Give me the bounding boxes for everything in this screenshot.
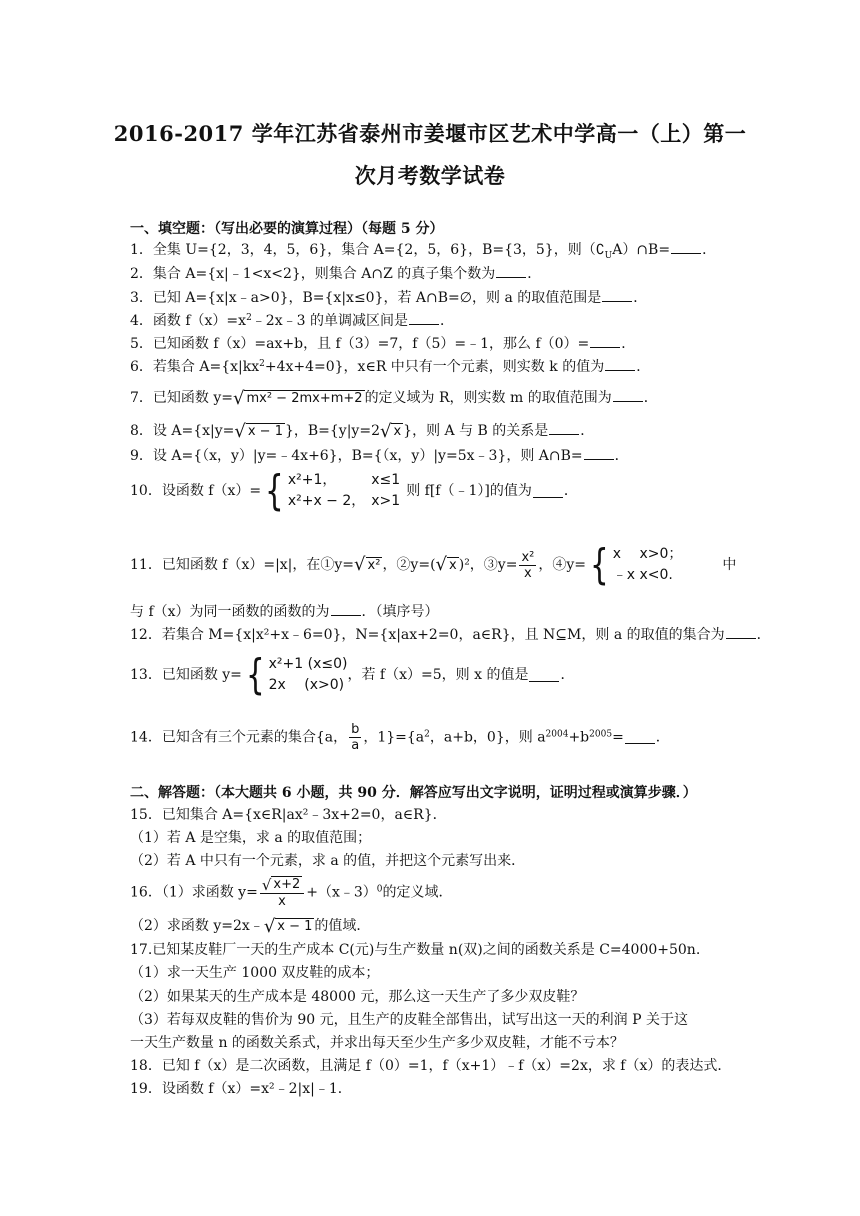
page-subtitle: 次月考数学试卷 bbox=[354, 163, 506, 188]
answer-blank bbox=[584, 447, 614, 460]
answer-blank bbox=[533, 485, 563, 498]
answer-blank bbox=[613, 389, 643, 402]
brace-symbol: { bbox=[265, 466, 284, 515]
question-7: 7．已知函数 y=√ mx² − 2mx+m+2 的定义域为 R，则实数 m 的取值范围为 ． bbox=[130, 388, 658, 409]
question-15-part-1: （1）若 A 是空集，求 a 的取值范围； bbox=[130, 830, 372, 846]
question-16-part-2: （2）求函数 y=2x﹣√ x − 1 的值域． bbox=[130, 916, 371, 937]
radical-sign: √ bbox=[379, 421, 392, 442]
answer-blank bbox=[409, 312, 439, 325]
answer-blank bbox=[549, 422, 579, 435]
piecewise-cases: x²+1， x≤1 x²+x − 2， x>1 bbox=[287, 472, 401, 509]
answer-blank bbox=[529, 669, 559, 682]
fraction: $\frac{b}{a}$ bbox=[351, 722, 360, 753]
radical-sign: √ bbox=[263, 916, 276, 937]
question-12: 12．若集合 M={x|x²+x﹣6=0}，N={x|ax+2=0，a∈R}，且 N⊆M，则 a 的取值的集合为 ． bbox=[130, 627, 771, 643]
answer-blank bbox=[605, 358, 635, 371]
question-15-part-2: （2）若 A 中只有一个元素，求 a 的值，并把这个元素写出来． bbox=[130, 853, 526, 869]
question-2: 2．集合 A={x|﹣1<x<2}，则集合 A∩Z 的真子集个数为 ． bbox=[130, 266, 542, 282]
question-17-part-3-continued: 一天生产数量 n 的函数关系式，并求出每天至少生产多少双皮鞋，才能不亏本？ bbox=[130, 1035, 624, 1051]
piecewise-cases: x²+1 (x≤0) 2x (x>0) bbox=[268, 656, 348, 693]
brace-symbol: { bbox=[590, 540, 609, 589]
fraction: $\frac{√ x+2}{x}$ bbox=[260, 876, 304, 909]
answer-blank bbox=[331, 603, 361, 616]
question-17-part-1: （1）求一天生产 1000 双皮鞋的成本； bbox=[130, 965, 380, 981]
answer-blank bbox=[590, 335, 620, 348]
question-9: 9．设 A={（x，y）|y=﹣4x+6}，B={（x，y）|y=5x﹣3}，则 A∩B= ． bbox=[130, 448, 629, 464]
section-heading-fill-in: 一、填空题：（写出必要的演算过程）（每题 5 分） bbox=[130, 221, 444, 237]
fraction: $\frac{\text{x²}}{x}$ bbox=[521, 549, 535, 581]
question-8: 8．设 A={x|y=√ x − 1 }，B={y|y=2√ x }，则 A 与 B 的关系是 ． bbox=[130, 421, 595, 442]
answer-blank bbox=[625, 731, 655, 744]
question-17-part-2: （2）如果某天的生产成本是 48000 元，那么这一天生产了多少双皮鞋？ bbox=[130, 989, 585, 1005]
question-5: 5．已知函数 f（x）=ax+b，且 f（3）=7，f（5）=﹣1，那么 f（0）= ． bbox=[130, 336, 636, 352]
question-13: 13．已知函数 y={ x²+1 (x≤0) 2x (x>0) ，若 f（x）=5，则 x 的值是 ． bbox=[130, 650, 575, 699]
question-6: 6．若集合 $A=\{x|kx^2+4x+4=0\}$，x∈R 中只有一个元素，则实数 k 的值为 ． bbox=[130, 359, 651, 375]
section-heading-solutions: 二、解答题：（本大题共 6 小题，共 90 分．解答应写出文字说明，证明过程或演算步骤．） bbox=[130, 785, 697, 801]
question-18: 18．已知 f（x）是二次函数，且满足 f（0）=1，f（x+1）﹣f（x）=2x，求 f（x）的表达式． bbox=[130, 1058, 732, 1074]
question-3: 3．已知 A={x|x﹣a>0}，B={x|x≤0}，若 A∩B=∅，则 a 的取值范围是 ． bbox=[130, 290, 648, 306]
radical-sign: √ bbox=[354, 554, 366, 575]
answer-blank bbox=[726, 626, 756, 639]
radical-sign: √ bbox=[435, 554, 448, 575]
radical-sign: √ bbox=[261, 876, 272, 894]
brace-symbol: { bbox=[245, 650, 265, 699]
question-16: 16．（1）求函数 y= $\frac{√ x+2}{x}$ +（x﹣3）$^0$的定义域． bbox=[130, 876, 453, 909]
radical-sign: √ bbox=[234, 421, 246, 442]
question-17: 17.已知某皮鞋厂一天的生产成本 C(元)与生产数量 n(双)之间的函数关系是 C=4000+50n. bbox=[130, 942, 701, 958]
page-title: 2016-2017 学年江苏省泰州市姜堰市区艺术中学高一（上）第一 bbox=[113, 121, 747, 146]
question-10: 10．设函数 f（x）={ x²+1， x≤1 x²+x − 2， x>1 则 f[f（﹣1）]的值为 ． bbox=[130, 466, 578, 515]
answer-blank bbox=[602, 289, 632, 302]
question-11: 11．已知函数 f（x）=|x|，在①y=√ x² ，②y=(√ x )²，③y= $\frac{\text{x²}}{x}$ ，④y={ x x>0； ﹣x x<0. 中 bbox=[130, 540, 737, 589]
question-14: 14．已知含有三个元素的集合{a， $\frac{b}{a}$ ，$1\}=\{a^2$，a+b，0}，则 $a^{2004}+b^{2005}=$ ． bbox=[130, 722, 670, 753]
question-11-continued: 与 f（x）为同一函数的函数的为 ．（填序号） bbox=[130, 604, 439, 620]
question-15: 15．已知集合 A={x∈R|ax²﹣3x+2=0，a∈R}． bbox=[130, 807, 447, 823]
radical-sign: √ bbox=[233, 388, 245, 409]
question-19: 19．设函数 f（x）=x²﹣2|x|﹣1． bbox=[130, 1081, 352, 1097]
question-4: 4．函数 $f(x)=x^2﹣2x﹣3$ 的单调减区间是 ． bbox=[130, 313, 454, 329]
piecewise-cases: x x>0； ﹣x x<0. bbox=[612, 546, 683, 583]
question-1: 1．全集 U={2，3，4，5，6}，集合 A={2，5，6}，B={3，5}，则$(∁_UA)\cap B=$ ． bbox=[130, 242, 717, 261]
answer-blank bbox=[671, 241, 701, 254]
answer-blank bbox=[496, 265, 526, 278]
question-17-part-3: （3）若每双皮鞋的售价为 90 元，且生产的皮鞋全部售出，试写出这一天的利润 P 关于这 bbox=[130, 1012, 688, 1028]
